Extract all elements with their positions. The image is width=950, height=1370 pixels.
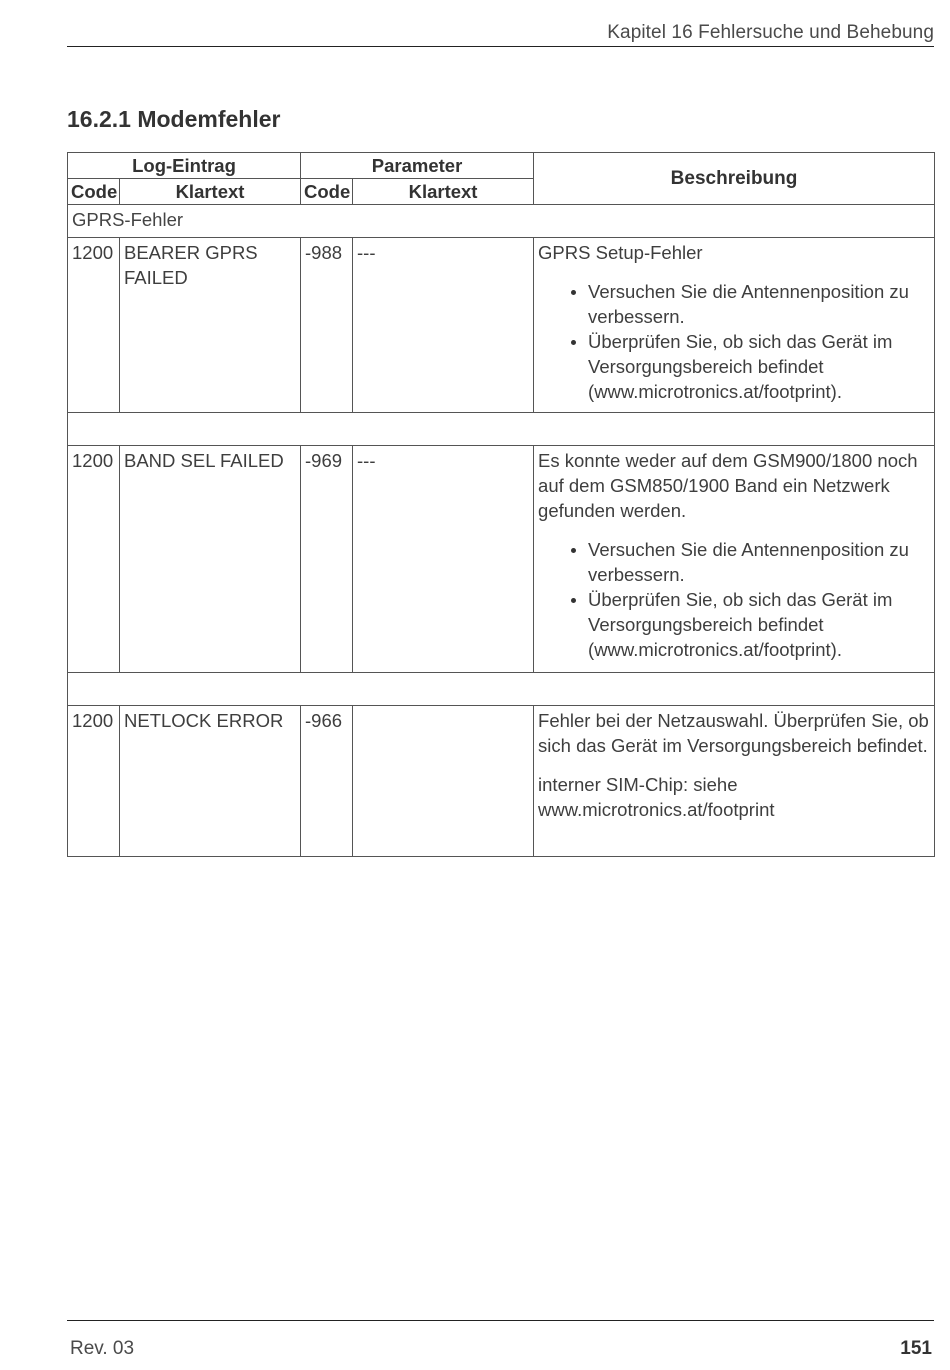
- description-cell: [534, 238, 935, 413]
- param-text-cell: [353, 706, 534, 857]
- bullet-item: Überprüfen Sie, ob sich das Gerät im Versorgungsbereich befindet (www.microtronics.at/footprint).: [588, 329, 930, 404]
- description-bullets: [538, 537, 930, 662]
- log-code-cell: 1200: [68, 446, 120, 673]
- param-code-cell: -969: [301, 446, 353, 673]
- bullet-item: Überprüfen Sie, ob sich das Gerät im Versorgungsbereich befindet (www.microtronics.at/footprint).: [588, 587, 930, 662]
- chapter-header: Kapitel 16 Fehlersuche und Behebung: [607, 22, 934, 43]
- spacer-row: [68, 673, 935, 706]
- modem-error-table: [67, 152, 935, 857]
- table-row: [68, 446, 935, 673]
- param-code-cell: -966: [301, 706, 353, 857]
- description-intro: GPRS Setup-Fehler: [538, 242, 703, 263]
- param-text-cell: ---: [353, 446, 534, 673]
- table-header-row: [68, 153, 935, 179]
- log-code-cell: 1200: [68, 238, 120, 413]
- header-param-code: Code: [301, 179, 353, 205]
- group-label: GPRS-Fehler: [68, 205, 935, 238]
- bullet-item: Versuchen Sie die Antennenposition zu verbessern.: [588, 279, 930, 329]
- table-row: [68, 238, 935, 413]
- log-code-cell: 1200: [68, 706, 120, 857]
- header-log-code: Code: [68, 179, 120, 205]
- description-cell: [534, 706, 935, 857]
- header-log-text: Klartext: [120, 179, 301, 205]
- param-code-cell: -988: [301, 238, 353, 413]
- header-parameter: Parameter: [301, 153, 534, 179]
- log-text-cell: BEARER GPRS FAILED: [120, 238, 301, 413]
- description-extra: interner SIM-Chip: siehe www.microtronics.at/footprint: [538, 774, 775, 820]
- description-bullets: [538, 279, 930, 404]
- param-text-cell: ---: [353, 238, 534, 413]
- table-row: [68, 706, 935, 857]
- section-title: 16.2.1 Modemfehler: [67, 106, 281, 132]
- log-text-cell: NETLOCK ERROR: [120, 706, 301, 857]
- header-description: Beschreibung: [534, 153, 935, 205]
- header-log-entry: Log-Eintrag: [68, 153, 301, 179]
- spacer-row: [68, 413, 935, 446]
- footer-divider: [67, 1320, 934, 1321]
- description-intro: Fehler bei der Netzauswahl. Überprüfen Sie, ob sich das Gerät im Versorgungsbereich befindet.: [538, 710, 929, 756]
- log-text-cell: BAND SEL FAILED: [120, 446, 301, 673]
- revision-label: Rev. 03: [70, 1338, 135, 1359]
- description-cell: [534, 446, 935, 673]
- header-param-text: Klartext: [353, 179, 534, 205]
- bullet-item: Versuchen Sie die Antennenposition zu verbessern.: [588, 537, 930, 587]
- group-row: [68, 205, 935, 238]
- description-intro: Es konnte weder auf dem GSM900/1800 noch auf dem GSM850/1900 Band ein Netzwerk gefunden werden.: [538, 450, 918, 521]
- page-number: 151: [900, 1338, 932, 1359]
- header-divider: [67, 46, 934, 47]
